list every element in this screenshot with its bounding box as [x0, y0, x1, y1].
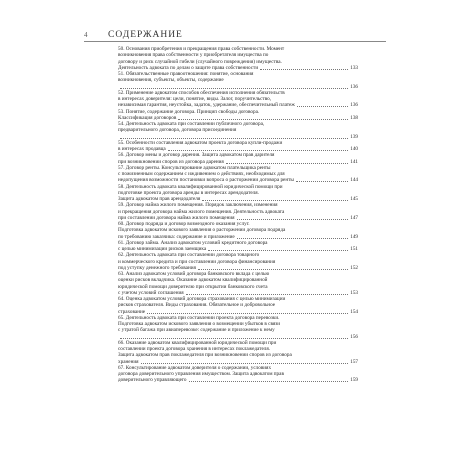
toc-entry-line: 67. Консультирование адвокатом доверителя о содержании, условиях [118, 364, 272, 371]
toc-page-number: 153 [350, 289, 358, 296]
dot-leader [186, 294, 349, 295]
toc-entry-line: предварительного договора, договора присоединения [118, 127, 237, 134]
toc-entry[interactable] [118, 252, 358, 271]
toc-entry-line: 53. Понятие, содержание договора. Принцип свободы договора. [118, 108, 260, 115]
running-header [84, 30, 384, 40]
toc-entry[interactable] [118, 271, 358, 296]
toc-entry-last-line: независимая гарантия, неустойка, задаток, удержание, обеспечительный платеж [118, 102, 295, 109]
page-number: 4 [84, 31, 88, 39]
toc-entry[interactable] [118, 365, 358, 384]
toc-entry-line: договора доверительного управления имуществом. Защита адвокатом прав [118, 371, 284, 377]
toc-entry-line: с пожизненным содержанием с иждивением о действиях, необходимых для [118, 171, 285, 177]
toc-entry-last-line: Защита адвокатом прав арендодателя [118, 196, 201, 202]
toc-entry-last-line: доверительного управляющего [118, 377, 187, 384]
toc-page-number: 159 [350, 377, 358, 384]
toc-entry[interactable] [118, 140, 358, 153]
dot-leader [141, 363, 349, 364]
toc-entry[interactable] [118, 90, 358, 109]
toc-entry-line: 51. Обязательственные правоотношения: понятие, основания [118, 71, 254, 77]
dot-leader [226, 163, 348, 164]
toc-entry-line: в интересах доверителя: цели, понятие, виды. Залог, поручительство, [118, 96, 272, 102]
toc-entry-line: с утратой багажа при авиаперевозке: содержание и приложение к нему [118, 327, 275, 334]
toc-page-number: 154 [350, 308, 358, 315]
toc-entry-line: юридической помощи доверителю при открытии банковского счета [118, 283, 268, 290]
toc-page-number: 147 [350, 214, 358, 221]
toc-entry-last-line: Классификация договоров [118, 114, 177, 121]
toc-entry-line: возникновения, субъекты, объекты, содержание [118, 77, 224, 84]
toc-page-number: 152 [350, 264, 358, 271]
header-rule [84, 41, 386, 42]
toc-entry-line: составлении проекта договора хранения в интересах поклажедателя. [118, 346, 271, 352]
toc-entry-line: рисков страхователя. Виды страхования. Обязательное и добровольное [118, 302, 276, 309]
toc-entry[interactable] [118, 46, 358, 71]
toc-entry-line: 65. Деятельность адвоката при составлении проекта договора перевозки. [118, 314, 280, 321]
dot-leader [178, 119, 348, 120]
toc-page-number: 136 [350, 83, 358, 90]
toc-entry-line: оценки рисков вкладчика. Оказание адвокатом квалифицированной [118, 277, 268, 284]
toc-page-number: 133 [350, 64, 358, 71]
toc-entry-line: возникновения права собственности у приобретателя имущества по [118, 52, 269, 59]
toc-entry-last-line: в интересах продавца [118, 146, 166, 152]
toc-entry-last-line: при составлении договора найма жилого помещения [118, 214, 235, 221]
toc-entry-last-line: при возникновении споров из договора дарения [118, 158, 224, 165]
toc-entry-line: 57. Договор ренты. Консультирование адвокатом плательщика ренты [118, 164, 271, 171]
toc-entry-leader [118, 377, 358, 383]
toc-page-number: 139 [350, 133, 358, 140]
toc-entry[interactable] [118, 165, 358, 184]
toc-entry-line: 66. Оказание адвокатом квалифицированной юридической помощи при [118, 339, 277, 346]
dot-leader [147, 313, 348, 314]
toc-page-number: 136 [350, 102, 358, 109]
dot-leader [120, 88, 348, 89]
dot-leader [237, 238, 349, 239]
dot-leader [198, 269, 348, 270]
toc-entry-line: и коммерческого кредита и при составлении договора финансирования [118, 258, 276, 265]
toc-entry[interactable] [118, 240, 358, 253]
toc-entry-line: 58. Деятельность адвоката квалифицированной юридической помощи при [118, 183, 283, 190]
toc-page-number: 141 [350, 158, 358, 165]
toc-entry-line: Защита адвокатом прав поклажедателя при возникновении споров из договора [118, 352, 292, 359]
toc-page-number: 144 [350, 177, 358, 184]
toc-entry-last-line: хранения [118, 358, 139, 365]
toc-page-number: 156 [350, 333, 358, 340]
toc-page-number: 149 [350, 233, 358, 240]
toc-entry[interactable] [118, 296, 358, 315]
toc-entry-line: 60. Договор подряда и договор возмездного оказания услуг. [118, 221, 250, 227]
dot-leader [189, 381, 349, 382]
dot-leader [202, 200, 348, 201]
toc-entry-line: подготовке проекта договора аренды в интересах арендодателя. [118, 189, 259, 196]
dot-leader [296, 181, 348, 182]
toc-entry[interactable] [118, 202, 358, 221]
dot-leader [120, 338, 348, 339]
dot-leader [260, 69, 348, 70]
toc-entry[interactable] [118, 152, 358, 165]
toc-page-number: 138 [350, 114, 358, 121]
toc-entry-line: Подготовка адвокатом искового заявления о расторжении договора подряда [118, 227, 286, 234]
toc-entry-line: 61. Договор займа. Анализ адвокатом условий кредитного договора [118, 239, 268, 246]
toc-page-number: 140 [350, 146, 358, 152]
toc-entry[interactable] [118, 340, 358, 365]
toc-entry-last-line: страхование [118, 308, 146, 315]
toc-entry-line: 59. Договор найма жилого помещения. Порядок заключения, изменения [118, 202, 278, 209]
toc-entry-line: 50. Основания приобретения и прекращения права собственности. Момент [118, 46, 285, 52]
toc-page-number: 151 [350, 246, 358, 252]
toc-entry-last-line: с целью минимизации рисков заемщика [118, 246, 207, 252]
toc-entry-line: 62. Деятельность адвоката при составлении договора товарного [118, 252, 260, 259]
toc-entry-line: 63. Анализ адвокатом условий договора банковского вклада с целью [118, 271, 270, 277]
toc-entry[interactable] [118, 109, 358, 122]
table-of-contents [118, 46, 358, 384]
toc-entry-line: 52. Применение адвокатом способов обеспечения исполнения обязательств [118, 89, 285, 96]
toc-entry-line: 56. Договор мены и договор дарения. Защита адвокатом прав дарителя [118, 152, 275, 159]
toc-entry-last-line: недопущения возможности постановки вопроса о расторжении договора ренты [118, 177, 294, 184]
toc-entry-line: Подготовка адвокатом искового заявления о возмещении убытков в связи [118, 321, 281, 327]
toc-entry-last-line: по требованию заказчика: содержание и приложение [118, 233, 235, 240]
toc-entry-last-line: Деятельность адвоката по делам о защите права собственности [118, 64, 259, 71]
toc-entry-line: 55. Особенности составления адвокатом проекта договора купли-продажи [118, 139, 283, 146]
toc-entry[interactable] [118, 315, 358, 340]
dot-leader [297, 106, 348, 107]
dot-leader [168, 150, 348, 151]
dot-leader [120, 138, 348, 139]
toc-page-number: 145 [350, 196, 358, 202]
toc-entry[interactable] [118, 121, 358, 140]
page-title: СОДЕРЖАНИЕ [108, 30, 183, 40]
toc-entry-last-line: с учетом условий соглашения [118, 289, 184, 296]
toc-entry[interactable] [118, 221, 358, 240]
toc-page-number: 157 [350, 358, 358, 365]
toc-entry[interactable] [118, 184, 358, 203]
dot-leader [237, 219, 349, 220]
toc-entry-line: 64. Оценка адвокатом условий договора страхования с целью минимизации [118, 296, 286, 302]
toc-entry-line: и прекращения договора найма жилого помещения. Деятельность адвоката [118, 208, 285, 215]
toc-entry-last-line: под уступку денежного требования [118, 264, 196, 271]
toc-entry-line: договору и риск случайной гибели (случайного повреждения) имущества. [118, 58, 282, 65]
toc-entry[interactable] [118, 71, 358, 90]
dot-leader [208, 250, 348, 251]
toc-entry-line: 54. Деятельность адвоката при составлении публичного договора, [118, 121, 265, 127]
